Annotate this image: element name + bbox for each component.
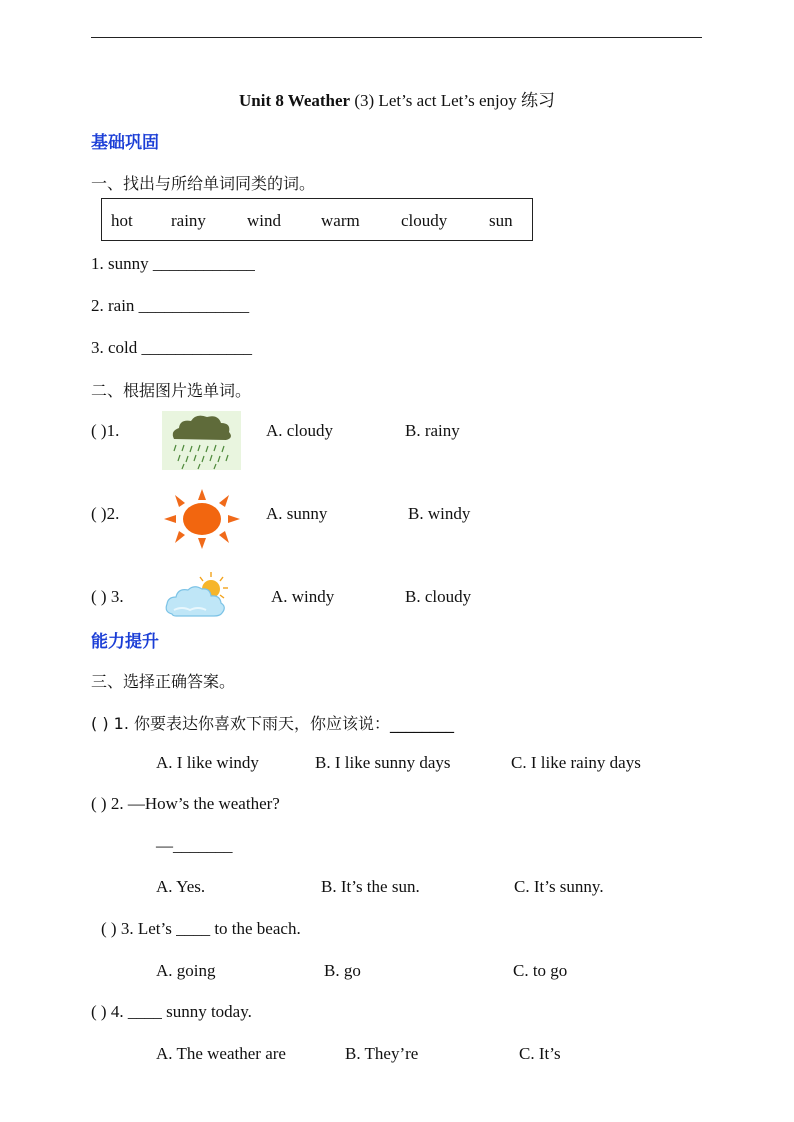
word-box-item: sun xyxy=(489,211,513,230)
section-heading-advanced: 能力提升 xyxy=(91,632,159,652)
question-stem: ( ) 2. —How’s the weather? xyxy=(91,794,280,813)
word-box-item: rainy xyxy=(171,211,206,230)
part3-instruction: 三、选择正确答案。 xyxy=(91,672,236,691)
section-heading-basic: 基础巩固 xyxy=(91,133,159,153)
word-box-item: cloudy xyxy=(401,211,448,230)
question-stem: ( ) 1. 你要表达你喜欢下雨天，你应该说：________ xyxy=(91,714,455,733)
part2-number: ( ) 3. xyxy=(91,587,124,606)
part1-item: 2. rain _____________ xyxy=(91,296,250,315)
part2-number: ( )1. xyxy=(91,421,120,440)
option-b: B. cloudy xyxy=(405,587,472,606)
header-rule xyxy=(91,37,702,38)
option-b: B. They’re xyxy=(345,1044,419,1063)
answer-line: —_______ xyxy=(156,836,233,855)
option-a: A. I like windy xyxy=(156,753,259,772)
option-a: A. Yes. xyxy=(156,877,206,896)
part2-instruction: 二、根据图片选单词。 xyxy=(91,381,252,400)
word-box xyxy=(101,198,533,241)
word-box-item: hot xyxy=(111,211,133,230)
option-c: C. It’s sunny. xyxy=(514,877,604,896)
word-box-item: warm xyxy=(321,211,360,230)
question-stem: ( ) 3. Let’s ____ to the beach. xyxy=(101,919,301,938)
option-a: A. sunny xyxy=(266,504,328,523)
cloud-sun-icon xyxy=(164,570,234,620)
option-c: C. It’s xyxy=(519,1044,561,1063)
option-a: A. The weather are xyxy=(156,1044,286,1063)
question-stem: ( ) 4. ____ sunny today. xyxy=(91,1002,252,1021)
option-b: B. windy xyxy=(408,504,471,523)
part2-number: ( )2. xyxy=(91,504,120,523)
sun-icon xyxy=(163,488,241,550)
option-a: A. windy xyxy=(271,587,335,606)
part1-item: 1. sunny ____________ xyxy=(91,254,255,273)
option-b: B. go xyxy=(324,961,361,980)
option-b: B. I like sunny days xyxy=(315,753,451,772)
part1-instruction: 一、找出与所给单词同类的词。 xyxy=(91,174,316,193)
part1-item: 3. cold _____________ xyxy=(91,338,253,357)
option-c: C. to go xyxy=(513,961,568,980)
rain-cloud-icon xyxy=(162,411,241,470)
option-a: A. cloudy xyxy=(266,421,334,440)
option-b: B. It’s the sun. xyxy=(321,877,420,896)
option-b: B. rainy xyxy=(405,421,460,440)
page-title: Unit 8 Weather (3) Let’s act Let’s enjoy 练习 xyxy=(238,91,555,110)
option-c: C. I like rainy days xyxy=(511,753,641,772)
option-a: A. going xyxy=(156,961,216,980)
word-box-item: wind xyxy=(247,211,281,230)
